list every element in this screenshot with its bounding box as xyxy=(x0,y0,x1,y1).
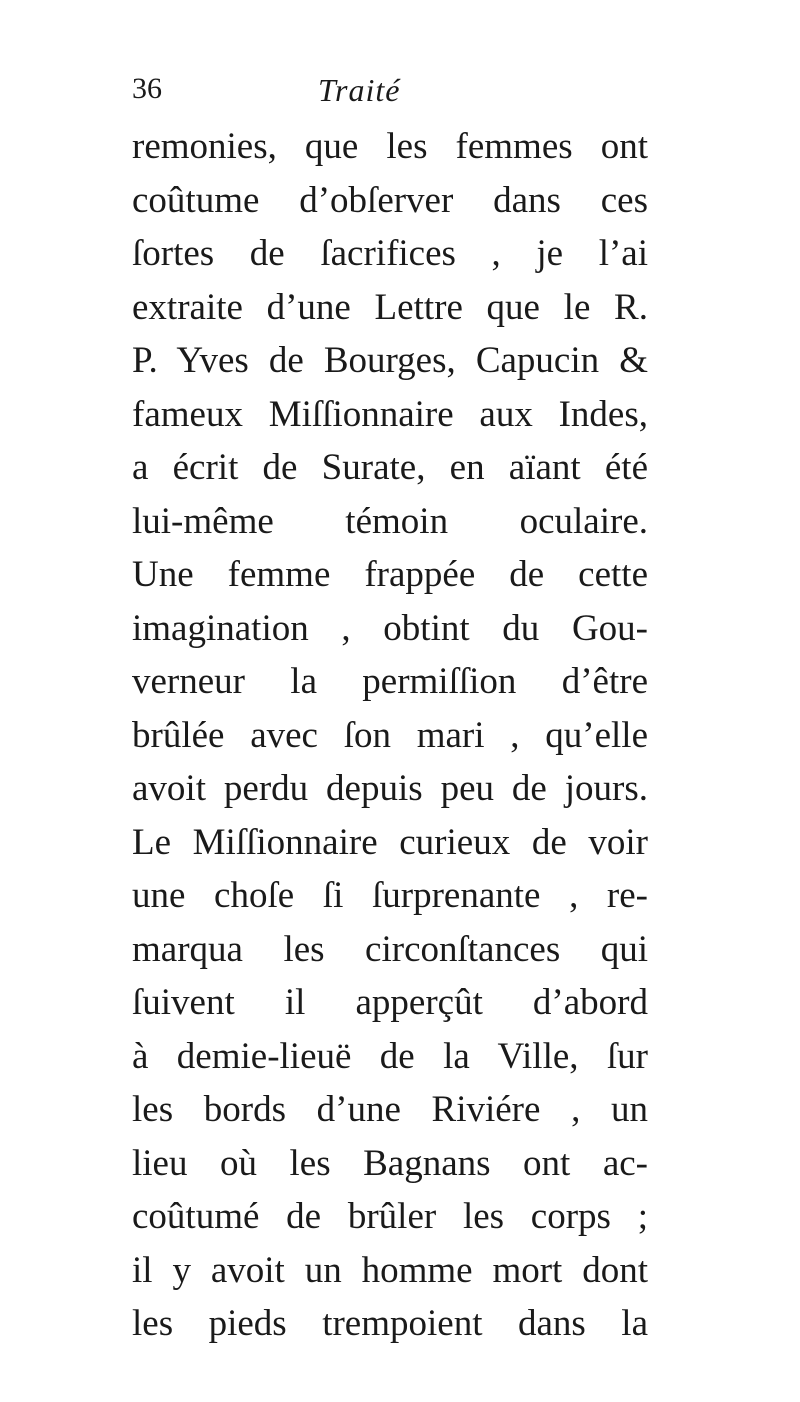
text-line: remonies, que les femmes ont xyxy=(132,126,648,167)
text-line: avoit perdu depuis peu de jours. xyxy=(132,768,648,809)
text-line: à demie-lieuë de la Ville, ſur xyxy=(132,1035,648,1077)
text-line: a écrit de Surate, en aïant été xyxy=(132,447,648,488)
text-line: Le Miſſionnaire curieux de voir xyxy=(132,821,648,863)
running-head xyxy=(132,72,652,120)
text-line: P. Yves de Bourges, Capucin & xyxy=(132,340,648,381)
text-line: les bords d’une Riviére , un xyxy=(132,1089,648,1130)
text-line: imagination , obtint du Gou- xyxy=(132,607,648,649)
text-line: les pieds trempoient dans la xyxy=(132,1303,648,1344)
text-line: lieu où les Bagnans ont ac- xyxy=(132,1142,648,1184)
text-line: extraite d’une Lettre que le R. xyxy=(132,286,648,328)
text-line: il y avoit un homme mort dont xyxy=(132,1249,648,1291)
text-line: fameux Miſſionnaire aux Indes, xyxy=(132,393,648,435)
text-line: ſuivent il apperçût d’abord xyxy=(132,982,648,1023)
text-line: coûtumé de brûler les corps ; xyxy=(132,1196,648,1237)
text-line: marqua les circonſtances qui xyxy=(132,928,648,970)
text-line: lui-même témoin oculaire. xyxy=(132,500,648,542)
text-line: ſortes de ſacrifices , je l’ai xyxy=(132,233,648,274)
running-title: Traité xyxy=(318,72,401,108)
text-line: coûtume d’obſerver dans ces xyxy=(132,179,648,221)
body-text xyxy=(132,120,648,1351)
page-number: 36 xyxy=(132,72,162,105)
text-line: Une femme frappée de cette xyxy=(132,554,648,595)
text-line: verneur la permiſſion d’être xyxy=(132,661,648,702)
text-line: brûlée avec ſon mari , qu’elle xyxy=(132,714,648,756)
text-line: une choſe ſi ſurprenante , re- xyxy=(132,875,648,916)
